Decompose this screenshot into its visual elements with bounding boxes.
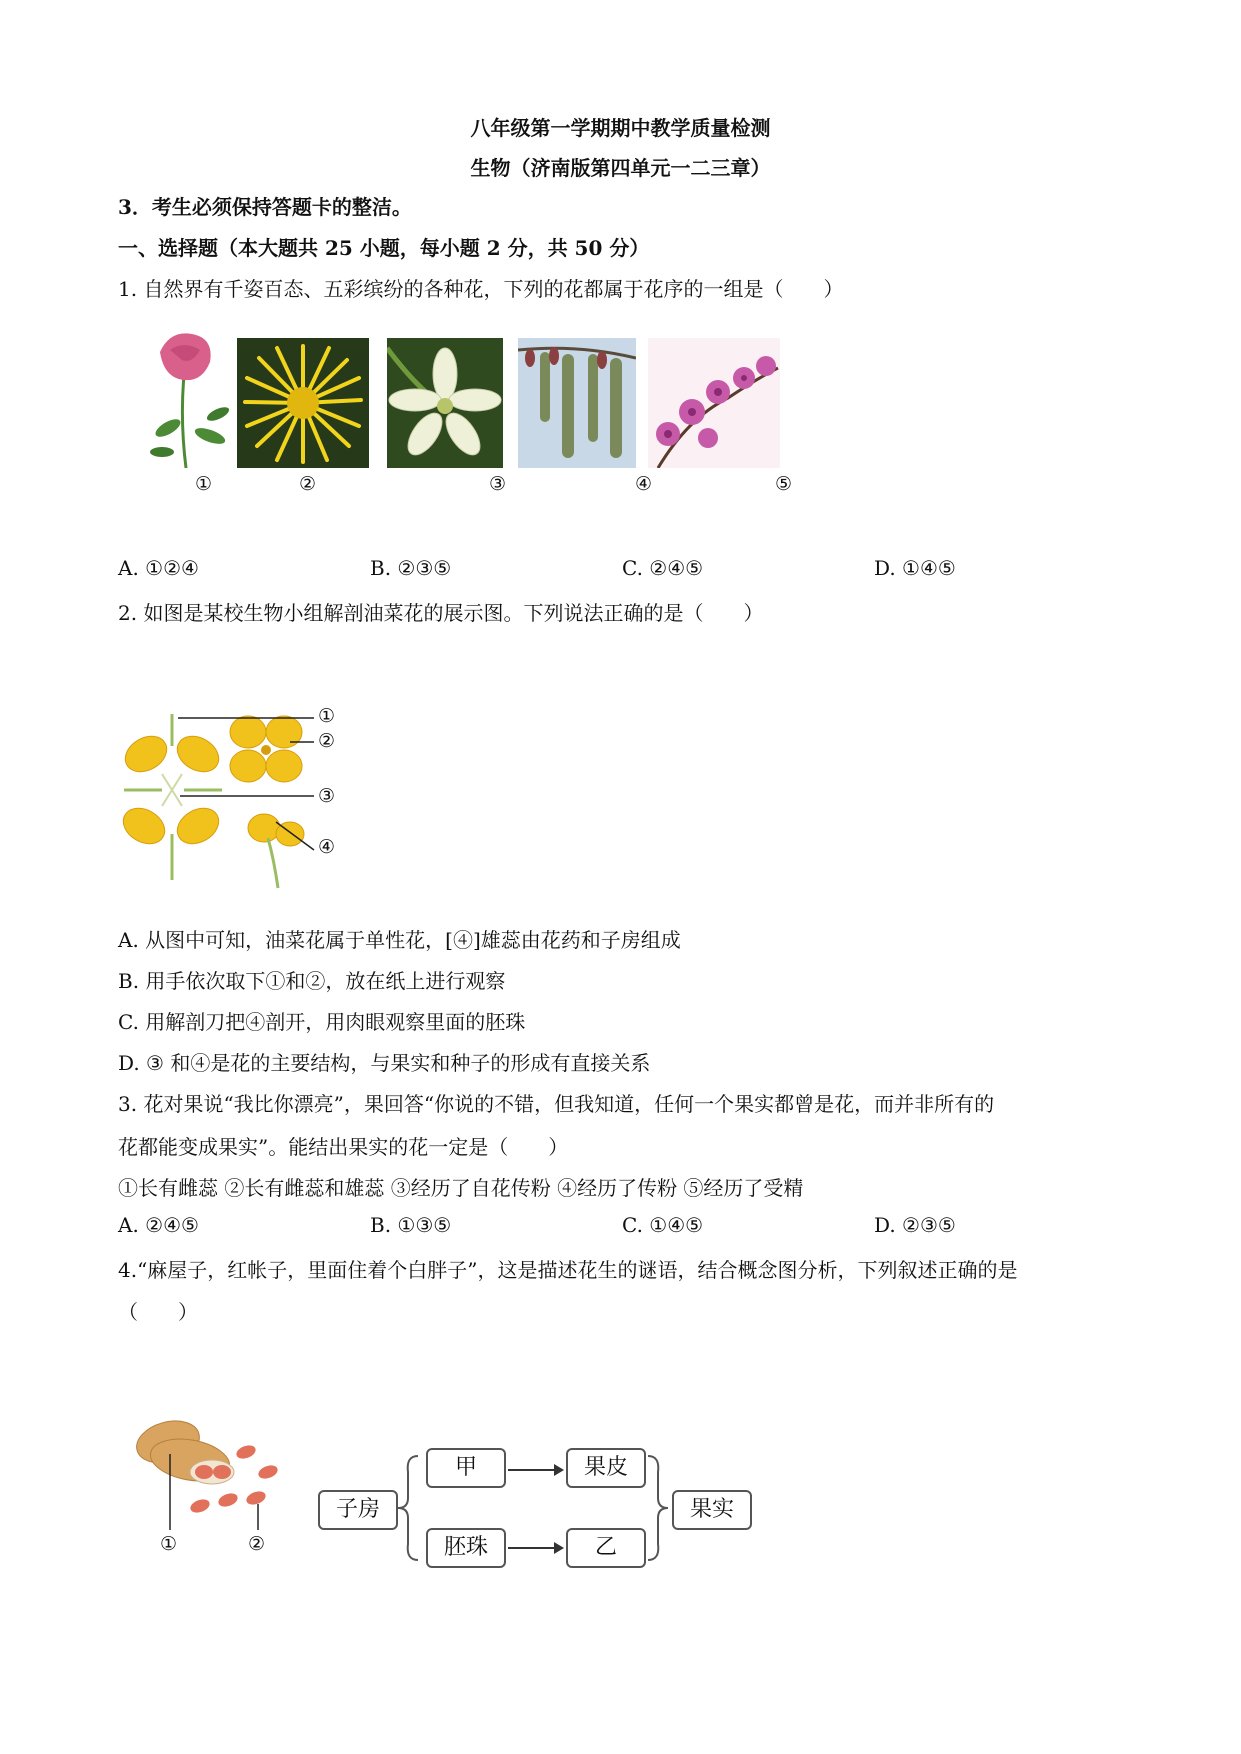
concept-ovule-box: 胚珠 <box>426 1528 506 1568</box>
q1-option-c: C. ②④⑤ <box>622 556 704 580</box>
q4-figure-label-2: ② <box>248 1533 266 1555</box>
q2-figure-label-4: ④ <box>318 836 336 858</box>
question-4-text-line-2: （ ） <box>118 1300 198 1324</box>
concept-fruit-box: 果实 <box>672 1490 752 1530</box>
q2-option-b: B. 用手依次取下①和②，放在纸上进行观察 <box>118 969 506 993</box>
page-title: 八年级第一学期期中教学质量检测 <box>470 116 771 140</box>
question-3-text-line-1: 3. 花对果说“我比你漂亮”，果回答“你说的不错，但我知道，任何一个果实都曾是花，而并非所有的 <box>118 1092 995 1116</box>
concept-ovary-box: 子房 <box>318 1490 398 1530</box>
q1-figure-label-2: ② <box>299 473 317 495</box>
arrows <box>506 1450 566 1570</box>
q2-figure-label-2: ② <box>318 730 336 752</box>
question-1-text: 1. 自然界有千姿百态、五彩缤纷的各种花，下列的花都属于花序的一组是（ ） <box>118 277 844 301</box>
q3-option-d: D. ②③⑤ <box>874 1213 956 1237</box>
white-flower-image <box>387 338 503 468</box>
q3-option-a: A. ②④⑤ <box>118 1213 199 1237</box>
q1-figure-label-5: ⑤ <box>775 473 793 495</box>
q1-option-d: D. ①④⑤ <box>874 556 956 580</box>
q2-option-c: C. 用解剖刀把④剖开，用肉眼观察里面的胚珠 <box>118 1010 526 1034</box>
rose-image <box>140 330 232 470</box>
question-4-text-line-1: 4.“麻屋子，红帐子，里面住着个白胖子”，这是描述花生的谜语，结合概念图分析，下列叙述正确的是 <box>118 1258 1018 1282</box>
question-3-statements: ①长有雌蕊 ②长有雌蕊和雄蕊 ③经历了自花传粉 ④经历了传粉 ⑤经历了受精 <box>118 1176 804 1200</box>
q1-figure-label-4: ④ <box>635 473 653 495</box>
exam-notice: 3．考生必须保持答题卡的整洁。 <box>118 195 412 219</box>
rapeseed-flower-dissection-image <box>118 710 346 890</box>
q4-figure-label-1: ① <box>160 1533 178 1555</box>
q1-figure-label-1: ① <box>195 473 213 495</box>
concept-b-box: 乙 <box>566 1528 646 1568</box>
q3-option-b: B. ①③⑤ <box>370 1213 452 1237</box>
question-3-text-line-2: 花都能变成果实”。能结出果实的花一定是（ ） <box>118 1135 569 1159</box>
catkin-image <box>518 338 636 468</box>
q3-option-c: C. ①④⑤ <box>622 1213 704 1237</box>
concept-pericarp-box: 果皮 <box>566 1448 646 1488</box>
q2-option-d: D. ③ 和④是花的主要结构，与果实和种子的形成有直接关系 <box>118 1051 651 1075</box>
question-2-text: 2. 如图是某校生物小组解剖油菜花的展示图。下列说法正确的是（ ） <box>118 601 764 625</box>
q2-option-a: A. 从图中可知，油菜花属于单性花，[④]雄蕊由花药和子房组成 <box>118 928 681 952</box>
page-subtitle: 生物（济南版第四单元一二三章） <box>470 156 771 180</box>
concept-a-box: 甲 <box>426 1448 506 1488</box>
q2-figure-label-1: ① <box>318 705 336 727</box>
left-brace <box>396 1452 422 1564</box>
q1-figure <box>140 330 793 505</box>
q1-figure-label-3: ③ <box>489 473 507 495</box>
chrysanthemum-image <box>237 338 369 468</box>
orchid-image <box>648 338 780 468</box>
section-heading: 一、选择题（本大题共 25 小题，每小题 2 分，共 50 分） <box>118 236 650 260</box>
right-brace <box>644 1452 670 1564</box>
peanut-image <box>128 1414 296 1554</box>
q1-option-b: B. ②③⑤ <box>370 556 452 580</box>
q1-option-a: A. ①②④ <box>118 556 199 580</box>
q2-figure-label-3: ③ <box>318 785 336 807</box>
